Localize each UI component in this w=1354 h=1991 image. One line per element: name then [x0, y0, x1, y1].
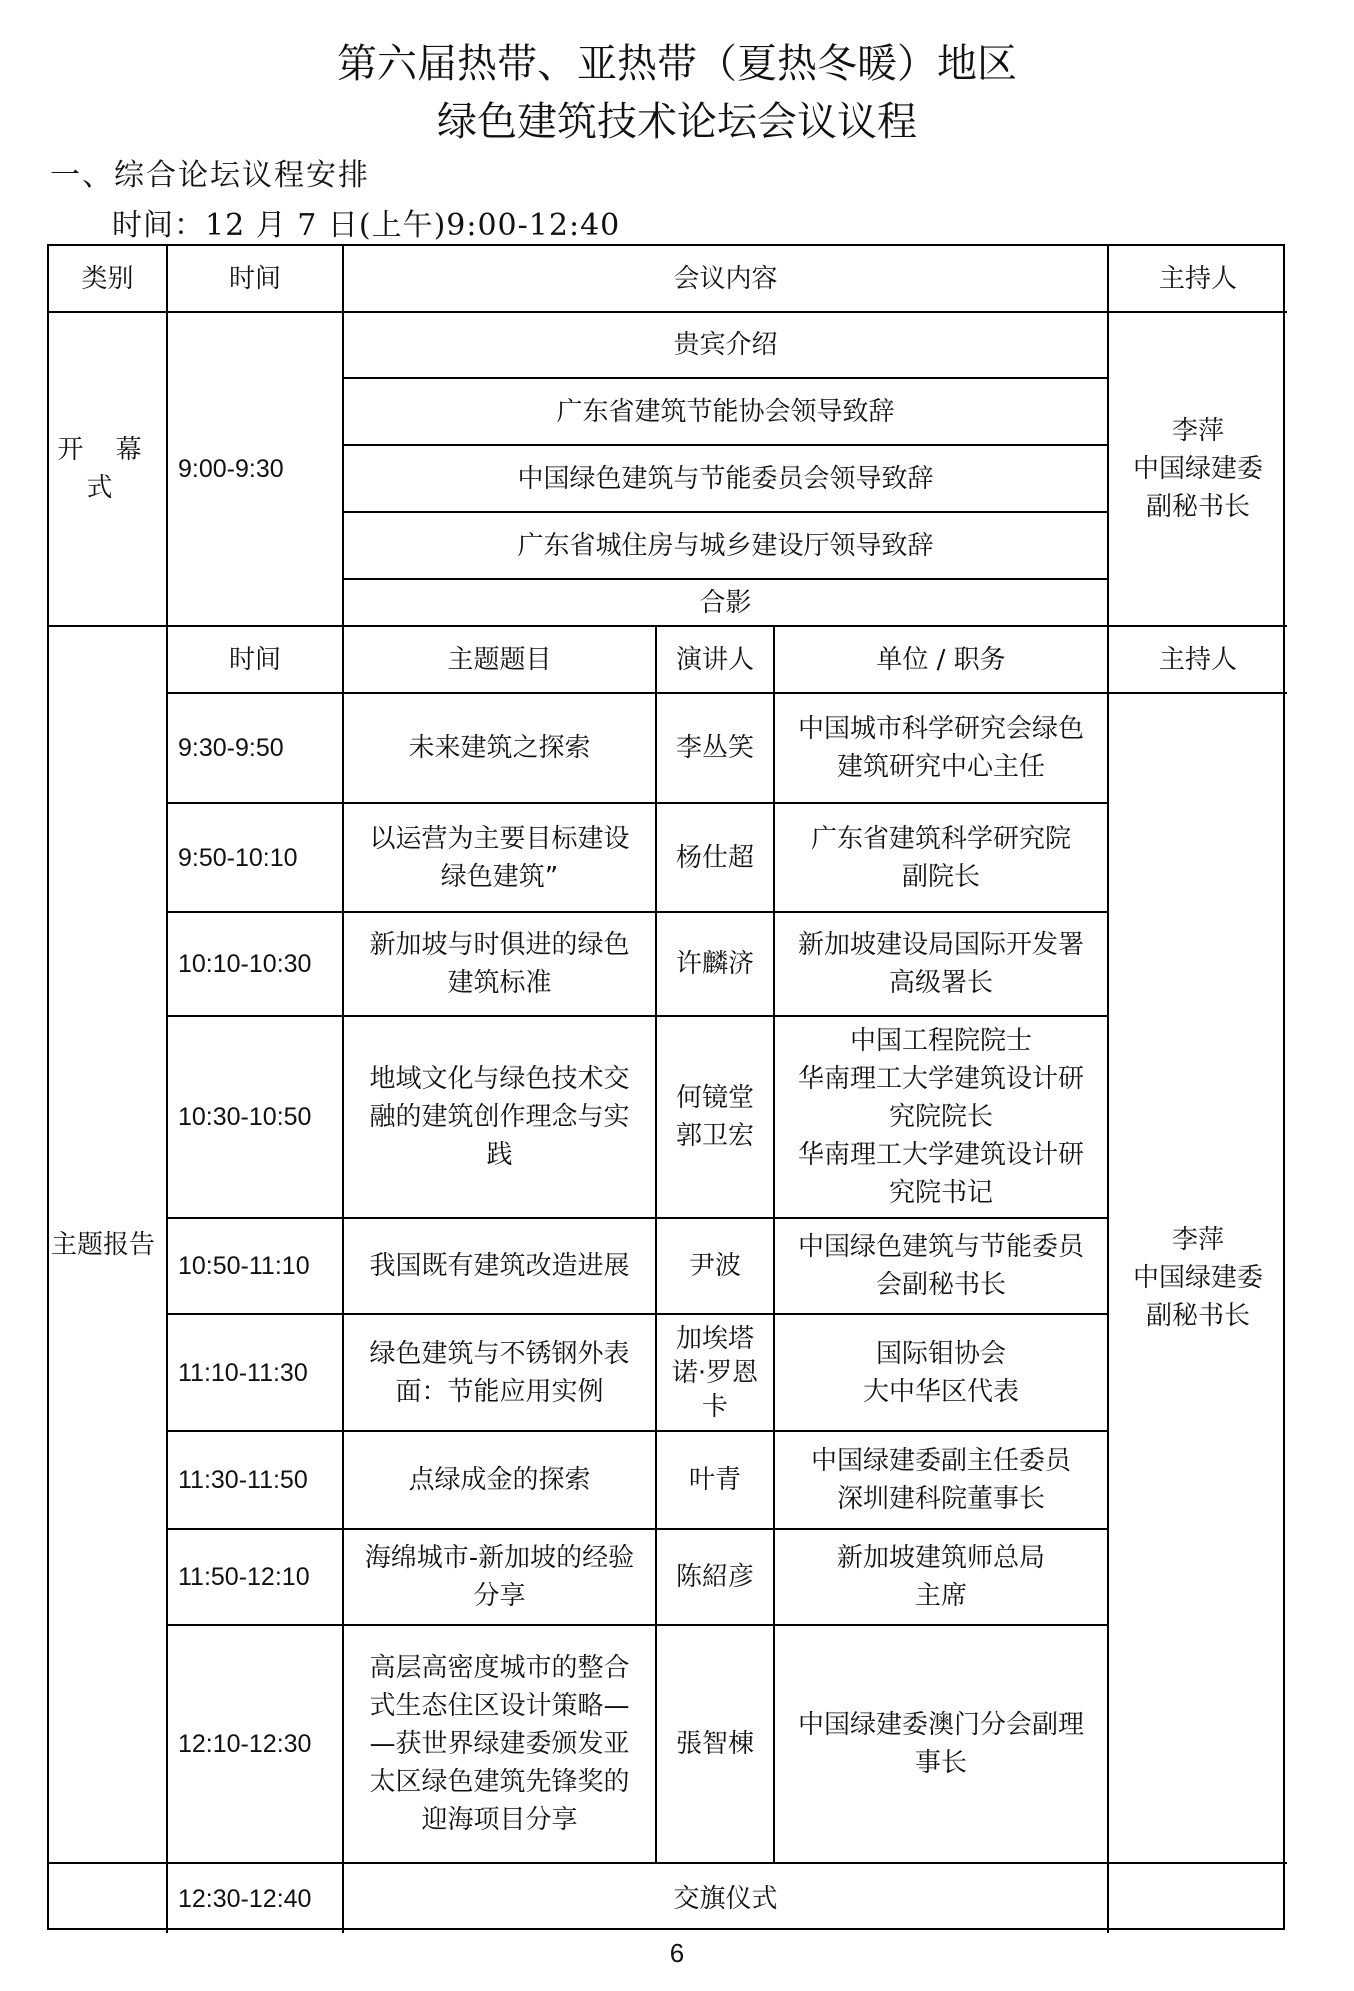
- talk-time: 11:10-11:30: [168, 1315, 344, 1432]
- opening-item: 广东省城住房与城乡建设厅领导致辞: [344, 513, 1109, 580]
- closing-host: [1109, 1864, 1287, 1933]
- page-number: 6: [669, 1938, 685, 1968]
- subheader-speaker: 演讲人: [657, 627, 775, 694]
- talk-unit: 中国绿建委澳门分会副理 事长: [775, 1626, 1109, 1864]
- subheader-time: 时间: [168, 627, 344, 694]
- talk-speaker: 加埃塔 诺·罗恩 卡: [657, 1315, 775, 1432]
- talk-unit: 新加坡建设局国际开发署 高级署长: [775, 913, 1109, 1017]
- talk-topic: 我国既有建筑改造进展: [344, 1219, 657, 1315]
- talk-time: 11:30-11:50: [168, 1432, 344, 1530]
- talk-unit: 国际钼协会 大中华区代表: [775, 1315, 1109, 1432]
- subheader-topic: 主题题目: [344, 627, 657, 694]
- talk-unit: 中国绿色建筑与节能委员 会副秘书长: [775, 1219, 1109, 1315]
- talk-time: 10:10-10:30: [168, 913, 344, 1017]
- keynote-host: 李萍 中国绿建委 副秘书长: [1109, 694, 1287, 1864]
- talk-speaker: 陈紹彦: [657, 1530, 775, 1626]
- talk-speaker: 李丛笑: [657, 694, 775, 804]
- document-title-line2: 绿色建筑技术论坛会议议程: [437, 99, 917, 145]
- talk-time: 10:30-10:50: [168, 1017, 344, 1219]
- talk-speaker: 叶青: [657, 1432, 775, 1530]
- talk-unit: 中国工程院院士 华南理工大学建筑设计研 究院院长 华南理工大学建筑设计研 究院书记: [775, 1017, 1109, 1219]
- talk-time: 12:10-12:30: [168, 1626, 344, 1864]
- talk-unit: 中国绿建委副主任委员 深圳建科院董事长: [775, 1432, 1109, 1530]
- header-host: 主持人: [1109, 246, 1287, 313]
- opening-item: 中国绿色建筑与节能委员会领导致辞: [344, 446, 1109, 513]
- talk-topic: 绿色建筑与不锈钢外表 面：节能应用实例: [344, 1315, 657, 1432]
- opening-host: 李萍 中国绿建委 副秘书长: [1109, 313, 1287, 627]
- opening-item: 广东省建筑节能协会领导致辞: [344, 379, 1109, 446]
- talk-topic: 高层高密度城市的整合 式生态住区设计策略— —获世界绿建委颁发亚 太区绿色建筑先锋奖的 迎海项目分享: [344, 1626, 657, 1864]
- subheader-host: 主持人: [1109, 627, 1287, 694]
- talk-speaker: 張智棟: [657, 1626, 775, 1864]
- header-category: 类别: [49, 246, 168, 313]
- session-time: 时间：12 月 7 日(上午)9:00-12:40: [112, 208, 621, 243]
- talk-time: 9:30-9:50: [168, 694, 344, 804]
- agenda-table: [47, 244, 1285, 1930]
- document-title-line1: 第六届热带、亚热带（夏热冬暖）地区: [337, 41, 1017, 87]
- talk-topic: 以运营为主要目标建设 绿色建筑”: [344, 804, 657, 913]
- keynote-category: 主题报告: [49, 627, 168, 1864]
- header-time: 时间: [168, 246, 344, 313]
- talk-topic: 点绿成金的探索: [344, 1432, 657, 1530]
- talk-time: 10:50-11:10: [168, 1219, 344, 1315]
- talk-topic: 新加坡与时俱进的绿色 建筑标准: [344, 913, 657, 1017]
- opening-time: 9:00-9:30: [168, 313, 344, 627]
- talk-speaker: 杨仕超: [657, 804, 775, 913]
- opening-category: 开 幕 式: [49, 313, 168, 627]
- talk-unit: 中国城市科学研究会绿色 建筑研究中心主任: [775, 694, 1109, 804]
- opening-item: 贵宾介绍: [344, 313, 1109, 379]
- section-heading: 一、综合论坛议程安排: [50, 158, 370, 193]
- opening-item: 合影: [344, 580, 1109, 627]
- closing-category: [49, 1864, 168, 1933]
- talk-topic: 未来建筑之探索: [344, 694, 657, 804]
- talk-speaker: 尹波: [657, 1219, 775, 1315]
- header-content: 会议内容: [344, 246, 1109, 313]
- talk-unit: 新加坡建筑师总局 主席: [775, 1530, 1109, 1626]
- talk-time: 9:50-10:10: [168, 804, 344, 913]
- talk-topic: 地域文化与绿色技术交 融的建筑创作理念与实 践: [344, 1017, 657, 1219]
- talk-speaker: 何镜堂 郭卫宏: [657, 1017, 775, 1219]
- subheader-unit: 单位 / 职务: [775, 627, 1109, 694]
- closing-time: 12:30-12:40: [168, 1864, 344, 1933]
- talk-topic: 海绵城市-新加坡的经验 分享: [344, 1530, 657, 1626]
- talk-time: 11:50-12:10: [168, 1530, 344, 1626]
- talk-speaker: 许麟济: [657, 913, 775, 1017]
- talk-unit: 广东省建筑科学研究院 副院长: [775, 804, 1109, 913]
- closing-content: 交旗仪式: [344, 1864, 1109, 1933]
